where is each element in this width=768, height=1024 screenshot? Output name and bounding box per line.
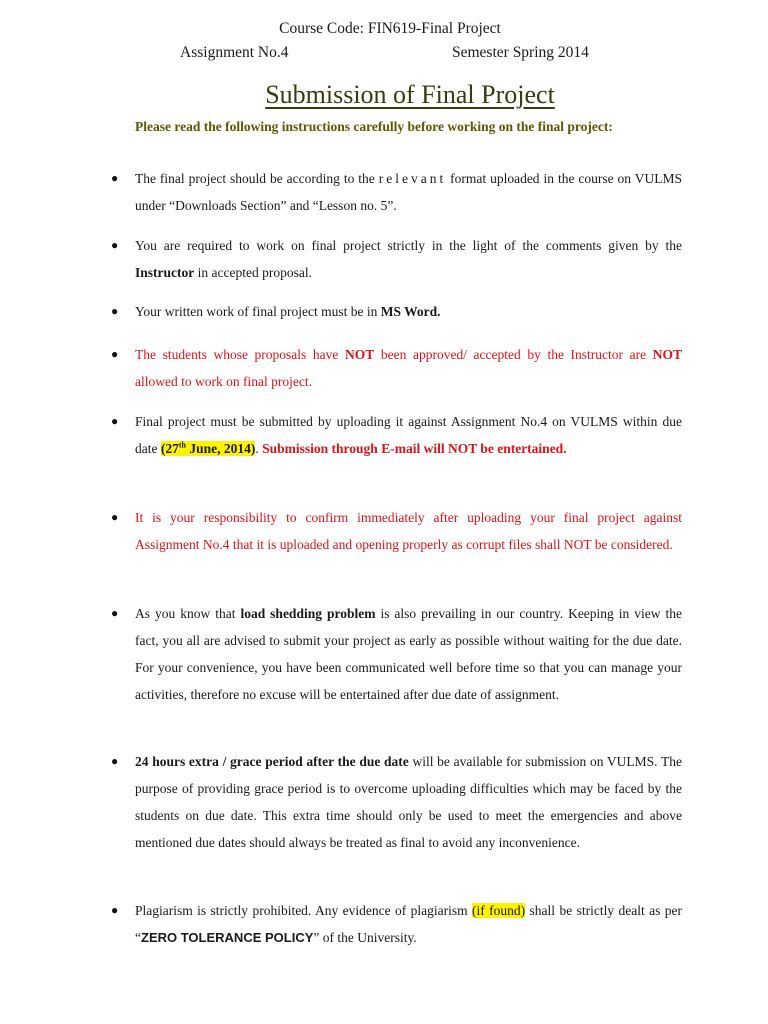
bullet-text-bold: NOT <box>652 347 682 362</box>
bullet-text: allowed to work on final project. <box>135 374 312 389</box>
bullet-text: will be available for submission on VULMS. The purpose of providing grace period is to overcome uploading difficulties which may be faced by the students on due date. This extra time should only be used to meet the emergencies and above mentioned due dates should always be treated as final to avoid any inconvenience. <box>135 754 682 850</box>
bullet-icon: ● <box>111 903 119 917</box>
bullet-icon: ● <box>111 754 119 768</box>
intro-text: Please read the following instructions carefully before working on the final project: <box>135 119 613 134</box>
bullet-icon: ● <box>111 304 119 318</box>
list-item <box>111 165 683 219</box>
bullet-text: The students whose proposals have <box>135 347 345 362</box>
bullet-text: Plagiarism is strictly prohibited. Any evidence of plagiarism <box>135 903 473 918</box>
bullet-text: You are required to work on final project strictly in the light of the comments given by the <box>135 238 682 253</box>
bullet-text-bold: (27 <box>160 441 179 456</box>
bullet-text-highlight: (if found) <box>472 903 526 918</box>
list-item <box>111 298 682 325</box>
assignment-number: Assignment No.4 <box>180 44 289 61</box>
list-item <box>111 748 682 856</box>
bullet-icon: ● <box>111 347 119 361</box>
bullet-text: shall be strictly dealt as per “ <box>135 903 683 945</box>
bullet-text-bold: load shedding problem <box>240 606 376 621</box>
list-item <box>111 408 682 462</box>
bullet-text: ” of the University. <box>313 930 417 945</box>
bullet-text: relevant <box>378 171 447 186</box>
bullet-text: format uploaded in the course on VULMS under “Downloads Section” and “Lesson no. 5”. <box>135 171 683 213</box>
bullet-icon: ● <box>111 238 119 252</box>
bullet-text: It is your responsibility to confirm immediately after uploading your final project against Assignment No.4 that it is uploaded and opening properly as corrupt files shall NOT be considered. <box>135 510 682 552</box>
bullet-text: As you know that <box>135 606 241 621</box>
bullet-text: Final project must be submitted by uploading it against Assignment No.4 on VULMS within due date <box>135 414 682 456</box>
list-item <box>111 504 682 558</box>
list-item <box>111 897 683 951</box>
list-item <box>111 341 682 395</box>
bullet-text-bold: MS Word. <box>380 304 441 319</box>
page-title: Submission of Final Project <box>265 80 555 109</box>
bullet-text-bold: 24 hours extra / grace period after the due date <box>135 754 409 769</box>
list-item <box>111 600 682 708</box>
bullet-icon: ● <box>111 171 119 185</box>
bullet-text: Your written work of final project must be in <box>135 304 381 319</box>
bullet-icon: ● <box>111 606 119 620</box>
bullet-icon: ● <box>111 510 119 524</box>
due-date-highlight <box>161 441 256 456</box>
bullet-text: . <box>255 441 263 456</box>
bullet-text-bold: Submission through E-mail will NOT be entertained. <box>262 441 567 456</box>
bullet-text-bold: June, 2014) <box>186 441 256 456</box>
bullet-text-bold: NOT <box>345 347 375 362</box>
semester: Semester Spring 2014 <box>452 44 589 61</box>
bullet-text-bold: ZERO TOLERANCE POLICY <box>141 930 314 945</box>
course-code: Course Code: FIN619-Final Project <box>279 20 501 37</box>
list-item <box>111 232 682 286</box>
bullet-text: been approved/ accepted by the Instructor are <box>374 347 653 362</box>
bullet-text: in accepted proposal. <box>194 265 312 280</box>
bullet-text: is also prevailing in our country. Keeping in view the fact, you all are advised to submit your project as early as possible without waiting for the due date. For your convenience, you have been communicated well before time so that you can manage your activities, therefore no excuse will be entertained after due date of assignment. <box>135 606 682 702</box>
bullet-text-bold: Instructor <box>135 265 195 280</box>
bullet-text-sup: th <box>178 440 186 450</box>
bullet-icon: ● <box>111 414 119 428</box>
bullet-text: The final project should be according to the <box>135 171 379 186</box>
